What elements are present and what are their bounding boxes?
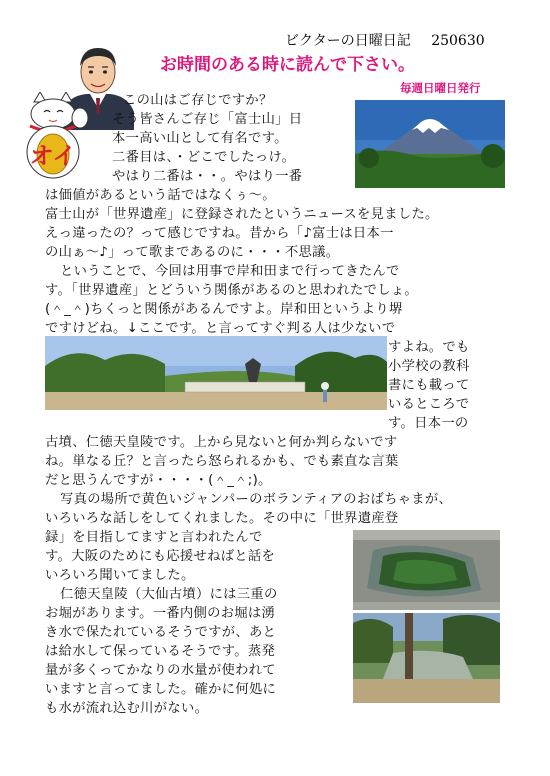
article-line: は給水して保っているそうです。蒸発: [45, 644, 276, 659]
article-line: この山はご存じですか？: [123, 93, 273, 108]
article-line: 古墳、仁徳天皇陵です。上から見ないと何か判らないです: [45, 435, 398, 450]
article-line: も水が流れ込む川がない。: [45, 701, 209, 716]
article-line: (＾_＾)ちくっと関係があるんですよ。岸和田というより堺: [45, 302, 403, 317]
article-line: 二番目は、・どこでしたっけ。: [112, 150, 296, 165]
maneki-neko-mascot: [20, 92, 100, 182]
article-line: 小学校の教科: [388, 359, 470, 374]
article-line: すよね。でも: [388, 340, 470, 355]
article-line: ですけどね。↓ここです。と言ってすぐ判る人は少ないで: [45, 321, 396, 336]
article-line: は価値があるという話ではなくぅ〜。: [45, 188, 276, 203]
article-line: ね。単なる丘？と言ったら怒られるかも、でも素直な言葉: [45, 454, 399, 469]
issue-number: 250630: [431, 33, 485, 49]
moat-photo: [353, 613, 500, 703]
article-line: す。大阪のためにも応援せねばと話を: [45, 549, 276, 564]
article-line: き水で保たれているそうですが、あと: [45, 625, 277, 640]
article-line: お堀があります。一番内側のお堀は湧: [45, 606, 276, 621]
article-line: す。「世界遺産」とどういう関係があるのと思われたでしょ。: [45, 283, 418, 298]
article-line: いろいろ聞いてました。: [45, 568, 195, 583]
article-line: 本一高い山として有名です。: [112, 131, 288, 146]
article-line: 仁徳天皇陵（大仙古墳）には三重の: [60, 587, 278, 602]
article-line: の山ぁ〜♪」って歌まであるのに・・・不思議。: [45, 245, 340, 260]
article-line: 写真の場所で黄色いジャンパーのボランティアのおばちゃまが、: [60, 492, 453, 507]
article-line: 量が多くってかなりの水量が使われて: [45, 663, 276, 678]
mascot-coin-text: オイ: [29, 142, 77, 170]
article-line: そう皆さんご存じ「富士山」日: [112, 112, 303, 127]
page-subtitle: 毎週日曜日発行: [400, 81, 481, 95]
kofun-aerial-photo: [353, 530, 500, 610]
article-line: だと思うんですが・・・・(＾_＾;)。: [45, 473, 272, 488]
newsletter-header: [285, 30, 485, 50]
newsletter-name: ビクターの日曜日記: [285, 33, 411, 49]
mount-fuji-photo: [355, 100, 505, 188]
article-line: いますと言ってました。確かに何処に: [45, 682, 277, 697]
article-line: 富士山が「世界遺産」に登録されたというニュースを見ました。: [45, 207, 439, 222]
article-line: えっ違ったの？って感じですね。昔から「♪富士は日本一: [45, 226, 394, 241]
article-line: いるところで: [388, 397, 470, 412]
article-line: やはり二番は・・。やはり一番: [112, 169, 303, 184]
page-title: お時間のある時に読んで下さい。: [160, 55, 415, 75]
article-line: ということで、今回は用事で岸和田まで行ってきたんで: [60, 264, 400, 279]
maneki-neko-icon: [20, 92, 100, 182]
article-line: 書にも載って: [388, 378, 470, 393]
kofun-park-photo: [45, 336, 387, 410]
article-line: 録」を目指してますと言われたんで: [45, 530, 263, 545]
article-line: いろいろな話しをしてくれました。その中に「世界遺産登: [45, 511, 399, 526]
article-line: す。日本一の: [388, 416, 469, 431]
